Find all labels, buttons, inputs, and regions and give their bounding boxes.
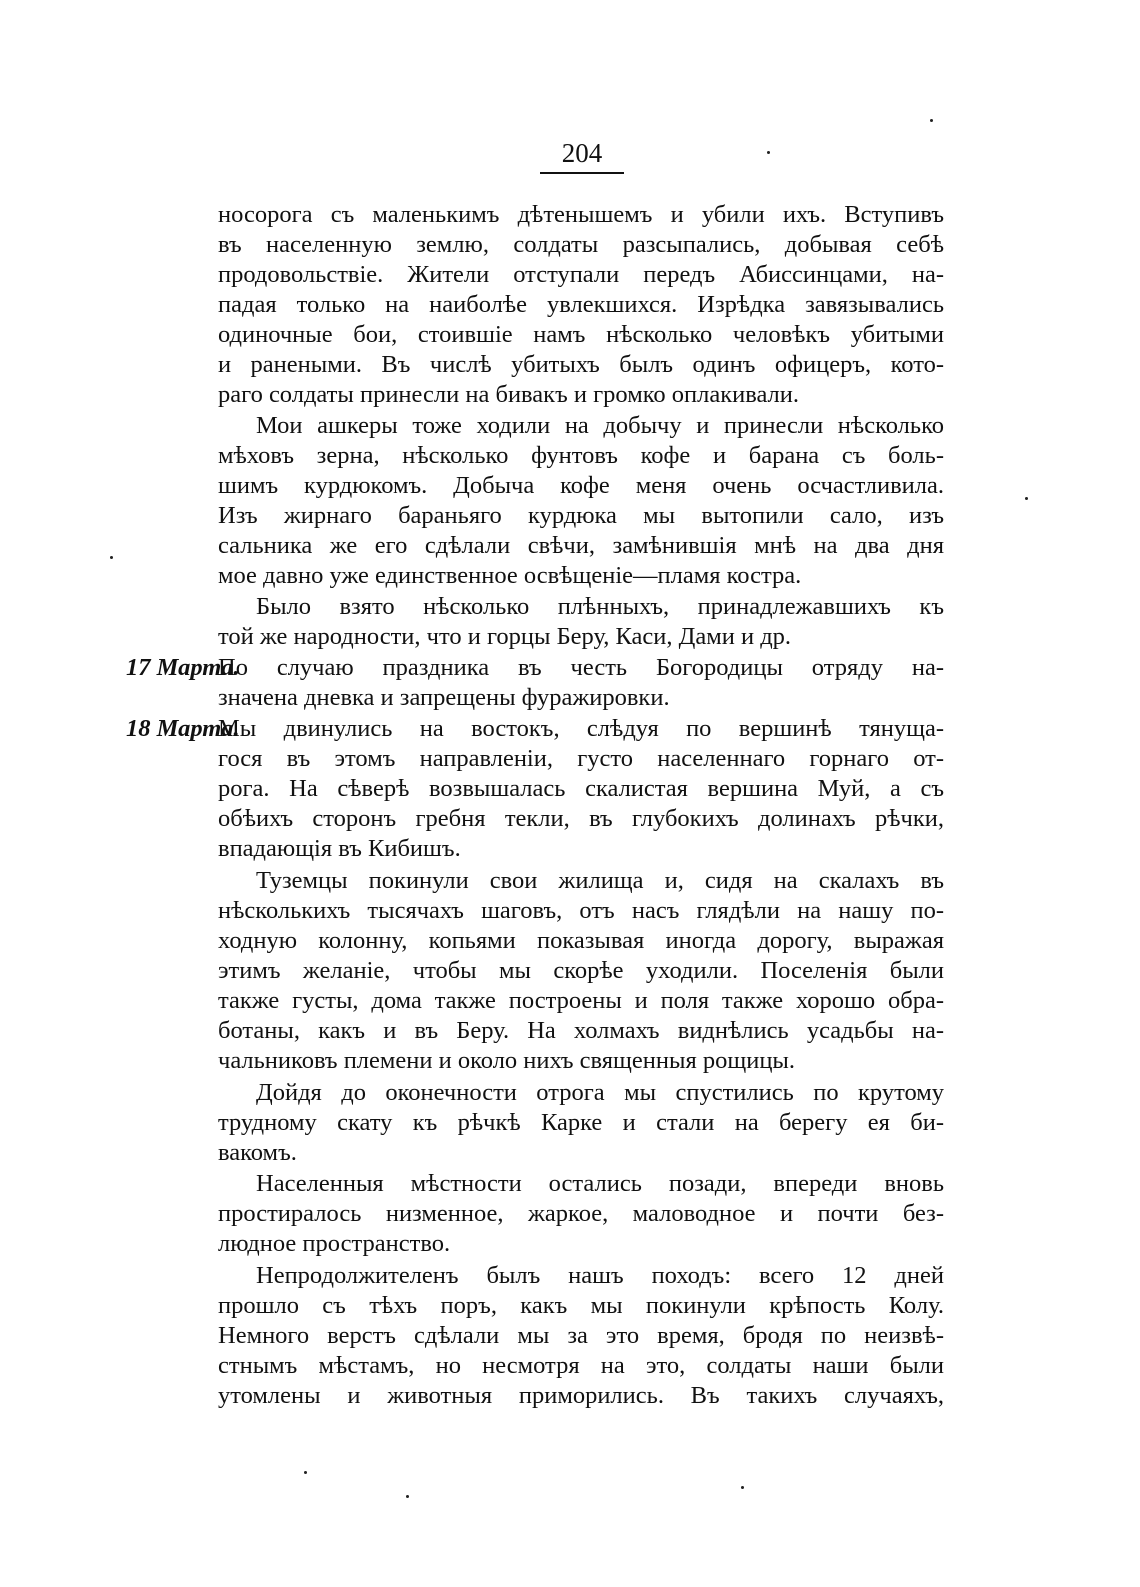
text-line: Мы двинулись на востокъ, слѣдуя по вершинѣ тянуща- <box>218 715 944 742</box>
text-line: ботаны, какъ и въ Беру. На холмахъ виднѣлись усадьбы на- <box>218 1017 944 1044</box>
scan-speck <box>741 1486 744 1489</box>
text-line: стнымъ мѣстамъ, но несмотря на это, солдаты наши были <box>218 1352 944 1379</box>
scan-speck <box>767 151 770 154</box>
scan-speck <box>1025 497 1028 500</box>
text-line: По случаю праздника въ честь Богородицы отряду на- <box>218 654 944 681</box>
text-line: продовольствіе. Жители отступали передъ Абиссинцами, на- <box>218 261 944 288</box>
text-line: мое давно уже единственное освѣщеніе—пламя костра. <box>218 562 802 589</box>
text-line: раго солдаты принесли на бивакъ и громко оплакивали. <box>218 381 800 408</box>
text-line: чальниковъ племени и около нихъ священныя рощицы. <box>218 1047 796 1074</box>
text-line: въ населенную землю, солдаты разсыпались, добывая себѣ <box>218 231 944 258</box>
text-line: рога. На сѣверѣ возвышалась скалистая вершина Муй, а съ <box>218 775 944 802</box>
text-line: сальника же его сдѣлали свѣчи, замѣнившія мнѣ на два дня <box>218 532 944 559</box>
page-number: 204 <box>540 136 624 174</box>
text-line: одиночные бои, стоившіе намъ нѣсколько человѣкъ убитыми <box>218 321 944 348</box>
date-entry-line <box>126 653 944 683</box>
date-entry-line <box>126 714 944 744</box>
margin-date-18-march: 18 Марта. <box>126 715 240 742</box>
text-line: впадающія въ Кибишъ. <box>218 835 461 862</box>
text-line: также густы, дома также построены и поля также хорошо обра- <box>218 987 944 1014</box>
text-line: гося въ этомъ направленіи, густо населеннаго горнаго от- <box>218 745 944 772</box>
scan-speck <box>406 1495 409 1498</box>
text-line: значена дневка и запрещены фуражировки. <box>218 684 670 711</box>
text-line: Мои ашкеры тоже ходили на добычу и принесли нѣсколько <box>256 412 944 439</box>
text-line: Непродолжителенъ былъ нашъ походъ: всего 12 дней <box>256 1262 944 1289</box>
text-line: ходную колонну, копьями показывая иногда дорогу, выражая <box>218 927 944 954</box>
text-line: Немного верстъ сдѣлали мы за это время, бродя по неизвѣ- <box>218 1322 944 1349</box>
text-line: обѣихъ сторонъ гребня текли, въ глубокихъ долинахъ рѣчки, <box>218 805 944 832</box>
text-line: мѣховъ зерна, нѣсколько фунтовъ кофе и барана съ боль- <box>218 442 944 469</box>
text-line: этимъ желаніе, чтобы мы скорѣе уходили. Поселенія были <box>218 957 944 984</box>
text-line: вакомъ. <box>218 1139 297 1166</box>
text-line: простиралось низменное, жаркое, маловодное и почти без- <box>218 1200 944 1227</box>
text-line: Изъ жирнаго бараньяго курдюка мы вытопили сало, изъ <box>218 502 944 529</box>
text-line: Было взято нѣсколько плѣнныхъ, принадлежавшихъ къ <box>256 593 944 620</box>
text-line: прошло съ тѣхъ поръ, какъ мы покинули крѣпость Колу. <box>218 1292 944 1319</box>
text-line: той же народности, что и горцы Беру, Каси, Дами и др. <box>218 623 792 650</box>
scan-speck <box>304 1471 307 1474</box>
text-line: и ранеными. Въ числѣ убитыхъ былъ одинъ офицеръ, кото- <box>218 351 944 378</box>
text-line: Населенныя мѣстности остались позади, впереди вновь <box>256 1170 944 1197</box>
text-line: Туземцы покинули свои жилища и, сидя на скалахъ въ <box>256 867 944 894</box>
margin-date-17-march: 17 Марта. <box>126 654 240 681</box>
text-line: нѣсколькихъ тысячахъ шаговъ, отъ насъ глядѣли на нашу по- <box>218 897 944 924</box>
scan-speck <box>110 556 113 559</box>
text-line: трудному скату къ рѣчкѣ Карке и стали на берегу ея би- <box>218 1109 944 1136</box>
scan-speck <box>930 119 933 122</box>
text-line: падая только на наиболѣе увлекшихся. Изрѣдка завязывались <box>218 291 944 318</box>
text-line: людное пространство. <box>218 1230 451 1257</box>
text-line: Дойдя до оконечности отрога мы спустились по крутому <box>256 1079 944 1106</box>
text-line: утомлены и животныя приморились. Въ такихъ случаяхъ, <box>218 1382 944 1409</box>
text-line: носорога съ маленькимъ дѣтенышемъ и убили ихъ. Вступивъ <box>218 201 944 228</box>
text-line: шимъ курдюкомъ. Добыча кофе меня очень осчастливила. <box>218 472 944 499</box>
